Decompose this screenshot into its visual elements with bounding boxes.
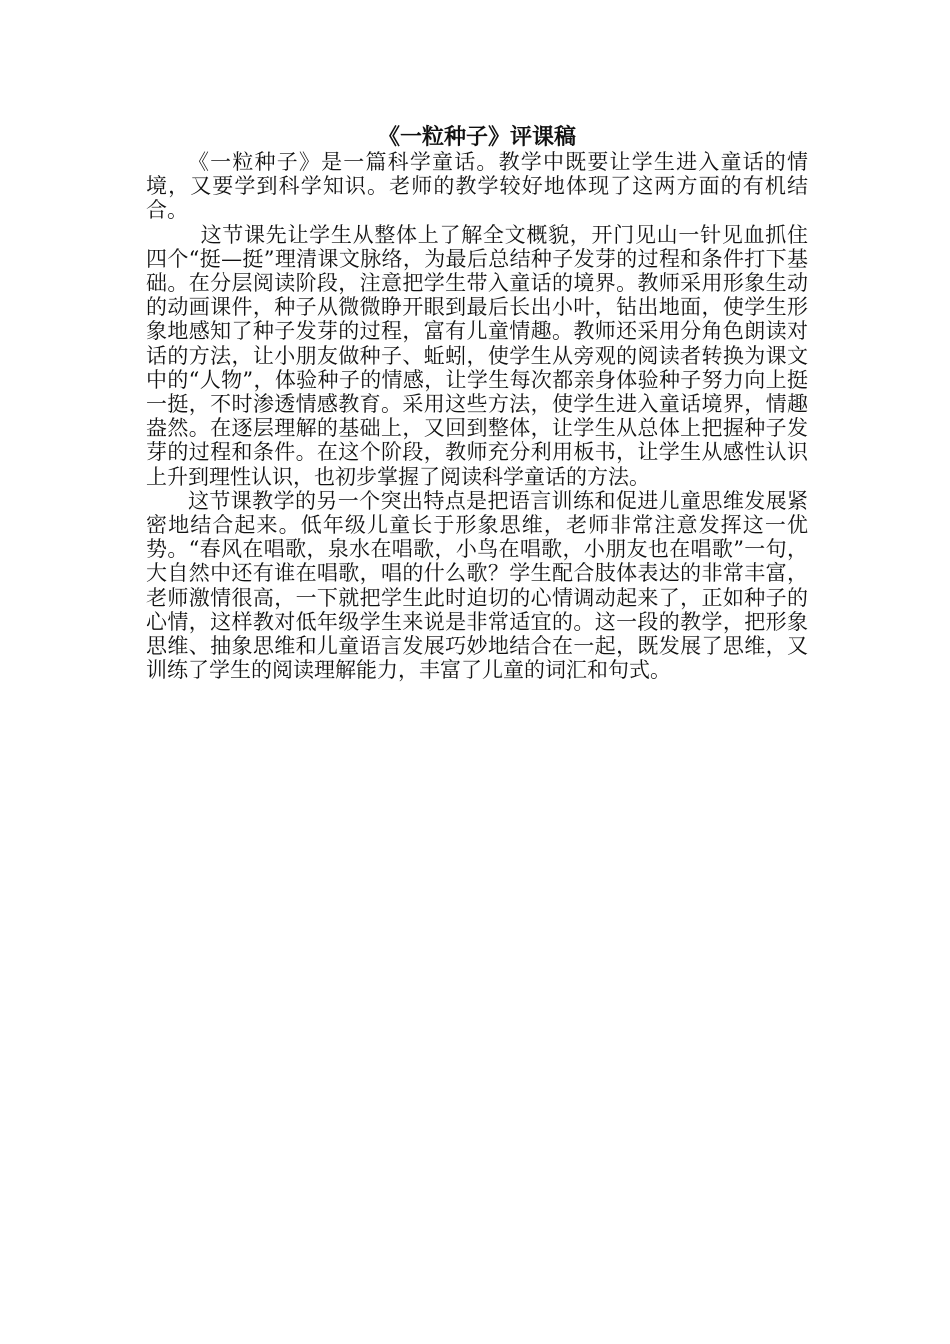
paragraph-intro: 《一粒种子》是一篇科学童话。教学中既要让学生进入童话的情境，又要学到科学知识。老师的教学较好地体现了这两方面的有机结合。 xyxy=(146,150,808,223)
document-title: 《一粒种子》评课稿 xyxy=(377,124,576,150)
document-body xyxy=(146,124,808,682)
paragraph-language-thinking: 这节课教学的另一个突出特点是把语言训练和促进儿童思维发展紧密地结合起来。低年级儿童长于形象思维，老师非常注意发挥这一优势。“春风在唱歌，泉水在唱歌，小鸟在唱歌，小朋友也在唱歌”一句，大自然中还有谁在唱歌，唱的什么歌？学生配合肢体表达的非常丰富，老师激情很高，一下就把学生此时迫切的心情调动起来了，正如种子的心情，这样教对低年级学生来说是非常适宜的。这一段的教学，把形象思维、抽象思维和儿童语言发展巧妙地结合在一起，既发展了思维，又训练了学生的阅读理解能力，丰富了儿童的词汇和句式。 xyxy=(146,488,808,683)
paragraph-reading-method: 这节课先让学生从整体上了解全文概貌，开门见山一针见血抓住四个“挺—挺”理清课文脉络，为最后总结种子发芽的过程和条件打下基础。在分层阅读阶段，注意把学生带入童话的境界。教师采用形象生动的动画课件，种子从微微睁开眼到最后长出小叶，钻出地面，使学生形象地感知了种子发芽的过程，富有儿童情趣。教师还采用分角色朗读对话的方法，让小朋友做种子、蚯蚓，使学生从旁观的阅读者转换为课文中的“人物”，体验种子的情感，让学生每次都亲身体验种子努力向上挺一挺，不时渗透情感教育。采用这些方法，使学生进入童话境界，情趣盎然。在逐层理解的基础上，又回到整体，让学生从总体上把握种子发芽的过程和条件。在这个阶段，教师充分利用板书，让学生从感性认识上升到理性认识，也初步掌握了阅读科学童话的方法。 xyxy=(146,222,808,489)
